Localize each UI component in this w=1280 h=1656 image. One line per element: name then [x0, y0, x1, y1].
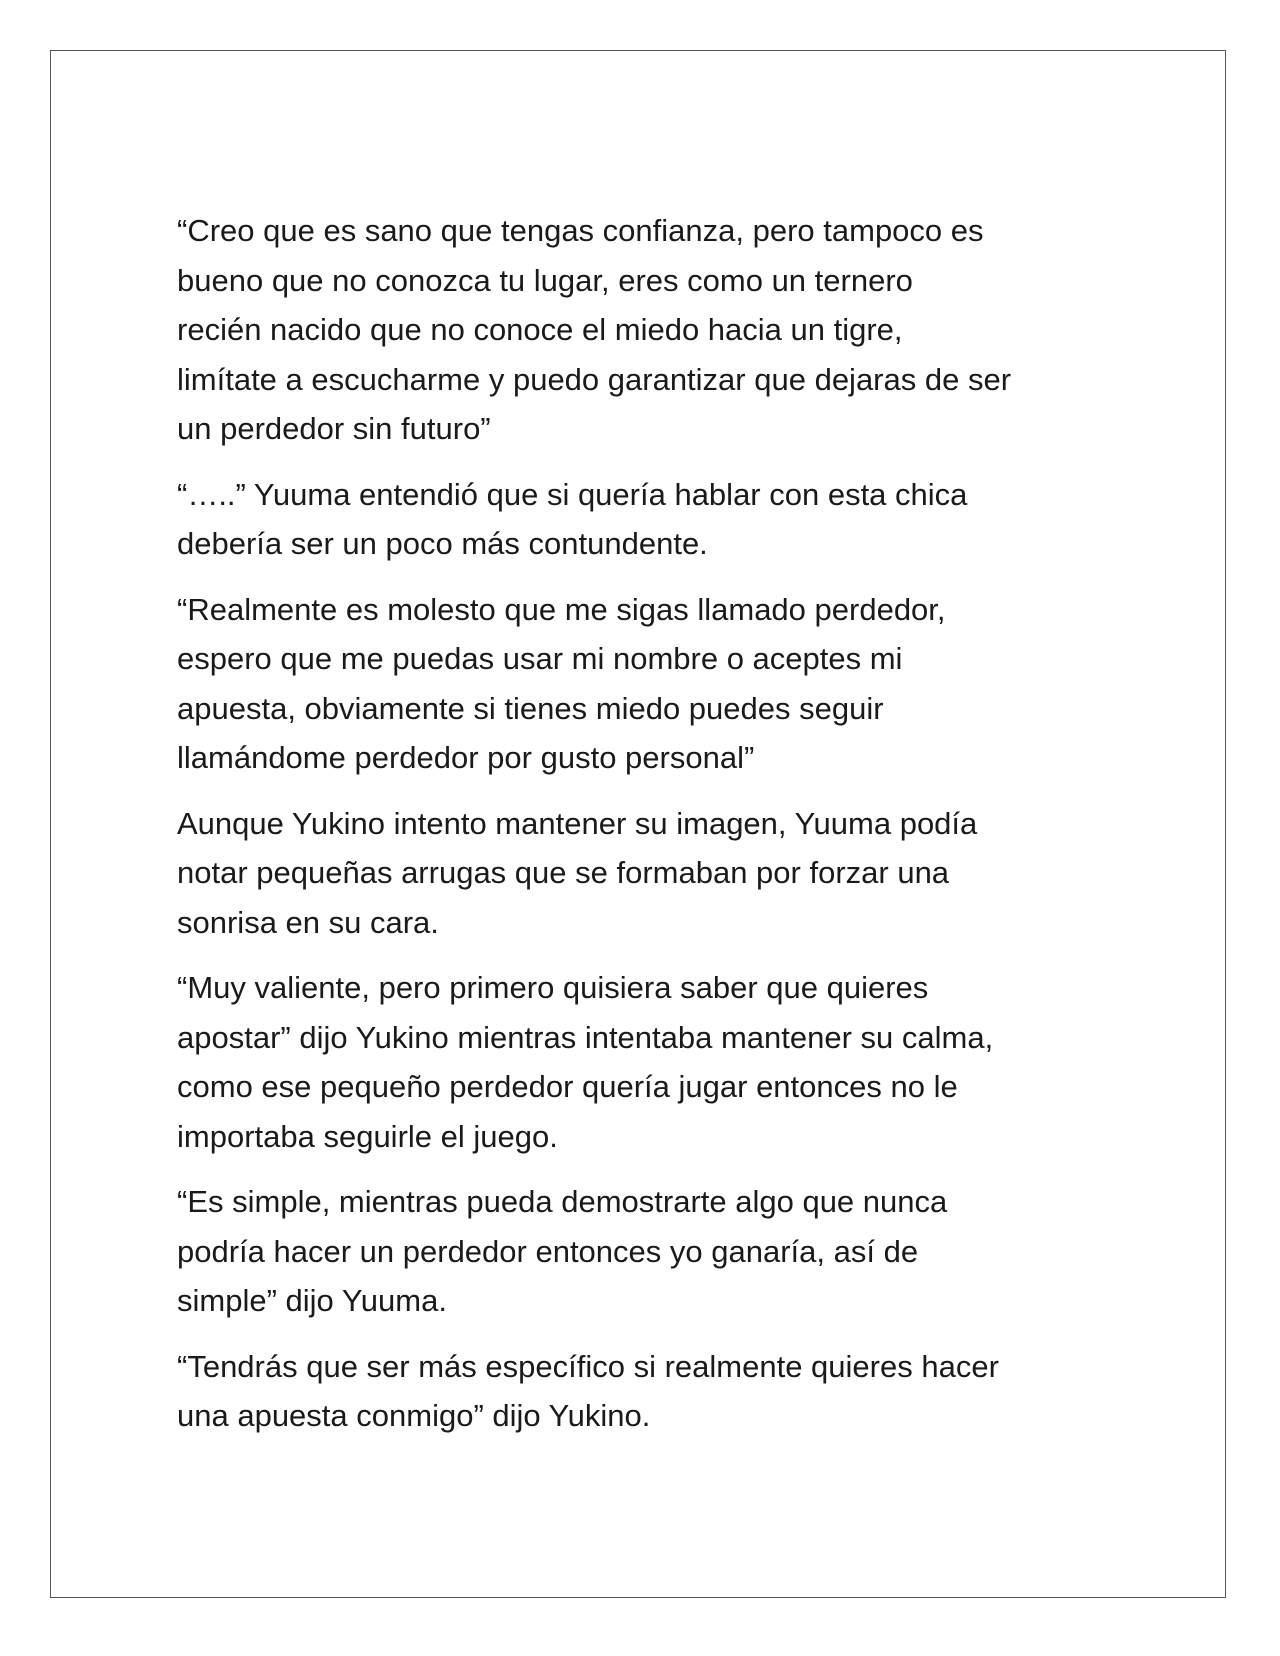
paragraph: Aunque Yukino intento mantener su imagen, Yuuma podía notar pequeñas arrugas que se formaban por forzar una sonrisa en su cara. — [177, 805, 978, 940]
paragraph: “Muy valiente, pero primero quisiera saber que quieres apostar” dijo Yukino mientras intentaba mantener su calma, como ese pequeño perdedor quería jugar entonces no le importaba seguirle el juego. — [177, 970, 994, 1154]
paragraph: “…..” Yuuma entendió que si quería hablar con esta chica debería ser un poco más contundente. — [177, 476, 968, 561]
paragraph: “Realmente es molesto que me sigas llamado perdedor, espero que me puedas usar mi nombre o aceptes mi apuesta, obviamente si tienes miedo puedes seguir llamándome perdedor por gusto personal” — [177, 591, 946, 775]
paragraph: “Tendrás que ser más específico si realmente quieres hacer una apuesta conmigo” dijo Yukino. — [177, 1348, 999, 1433]
document-body — [177, 206, 1117, 1457]
paragraph: “Es simple, mientras pueda demostrarte algo que nunca podría hacer un perdedor entonces yo ganaría, así de simple” dijo Yuuma. — [177, 1184, 948, 1318]
paragraph: “Creo que es sano que tengas confianza, pero tampoco es bueno que no conozca tu lugar, eres como un ternero recién nacido que no conoce el miedo hacia un tigre, limítate a escucharme y puedo garantizar que dejaras de ser un perdedor sin futuro” — [177, 213, 1012, 446]
